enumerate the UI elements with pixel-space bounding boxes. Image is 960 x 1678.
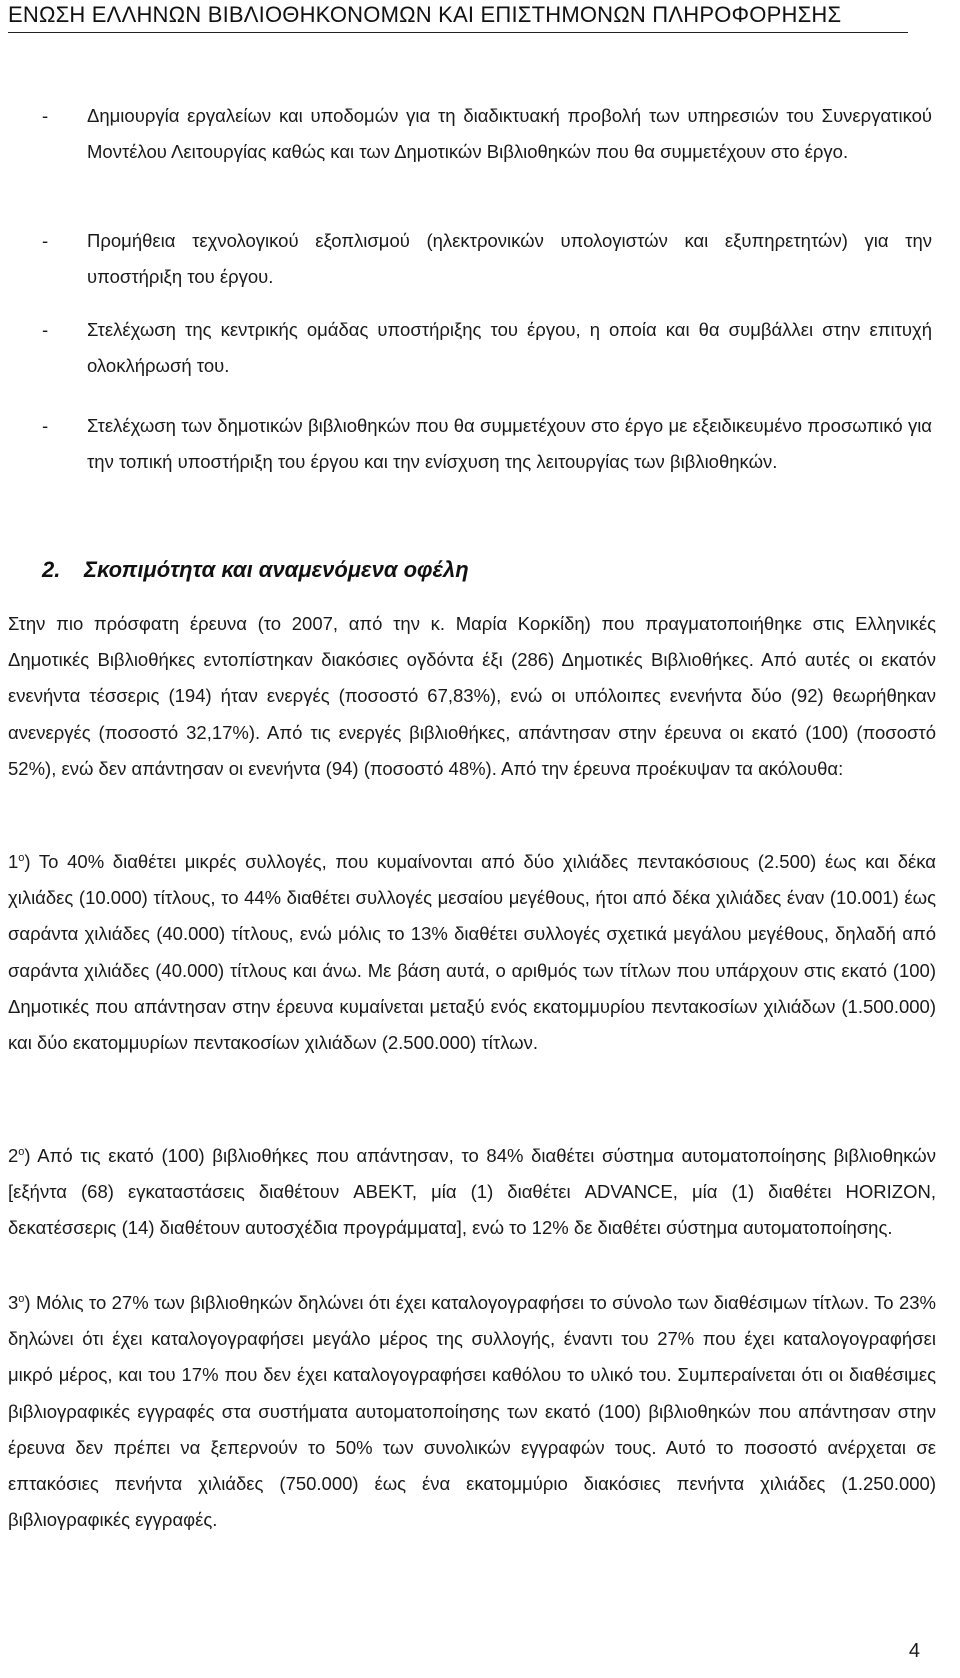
document-header: ΕΝΩΣΗ ΕΛΛΗΝΩΝ ΒΙΒΛΙΟΘΗΚΟΝΟΜΩΝ ΚΑΙ ΕΠΙΣΤΗΜΟΝΩΝ ΠΛΗΡΟΦΟΡΗΣΗΣ [8, 2, 842, 27]
bullet-item [42, 98, 932, 170]
bullet-dash: - [42, 230, 49, 251]
bullet-item [42, 408, 932, 480]
paragraph-finding-2 [8, 1138, 936, 1247]
bullet-dash: - [42, 105, 49, 126]
finding-text: ) Μόλις το 27% των βιβλιοθηκών δηλώνει ότι έχει καταλογογραφήσει το σύνολο των διαθέσιμων τίτλων. Το 23% δηλώνει ότι έχει καταλογογραφήσει μεγάλο μέρος της συλλογής, έναντι του 27% που έχει καταλογογραφήσει μικρό μέρος, και του 17% που δεν έχει καταλογογραφήσει καθόλου το υλικό του. Συμπεραίνεται ότι οι διαθέσιμες βιβλιογραφικές εγγραφές στα συστήματα αυτοματοποίησης των εκατό (100) βιβλιοθηκών που απάντησαν στην έρευνα δεν πρέπει να ξεπερνούν το 50% των συνολικών εγγραφών τους. Αυτό το ποσοστό ανέρχεται σε επτακόσιες πενήντα χιλιάδες (750.000) έως ένα εκατομμύριο διακόσιες πενήντα χιλιάδες (1.250.000) βιβλιογραφικές εγγραφές. [8, 1292, 936, 1531]
section-heading [42, 552, 932, 588]
finding-number: 2 [8, 1145, 19, 1166]
finding-number: 3 [8, 1292, 19, 1313]
paragraph-intro: Στην πιο πρόσφατη έρευνα (το 2007, από την κ. Μαρία Κορκίδη) που πραγματοποιήθηκε στις Ελληνικές Δημοτικές Βιβλιοθήκες εντοπίστηκαν διακόσιες ογδόντα έξι (286) Δημοτικές Βιβλιοθήκες. Από αυτές οι εκατόν ενενήντα τέσσερις (194) ήταν ενεργές (ποσοστό 67,83%), ενώ οι υπόλοιπες ενενήντα δύο (92) θεωρήθηκαν ανενεργές (ποσοστό 32,17%). Από τις ενεργές βιβλιοθήκες, απάντησαν στην έρευνα οι εκατό (100) (ποσοστό 52%), ενώ δεν απάντησαν οι ενενήντα (94) (ποσοστό 48%). Από την έρευνα προέκυψαν τα ακόλουθα: [8, 613, 936, 779]
ordinal-marker: ο [18, 1292, 25, 1305]
bullet-dash: - [42, 319, 49, 340]
paragraph-finding-1 [8, 844, 936, 1061]
bullet-text: Στελέχωση των δημοτικών βιβλιοθηκών που θα συμμετέχουν στο έργο με εξειδικευμένο προσωπικό για την τοπική υποστήριξη του έργου και την ενίσχυση της λειτουργίας των βιβλιοθηκών. [87, 415, 932, 472]
header-divider [8, 32, 908, 33]
ordinal-marker: ο [18, 1145, 25, 1158]
bullet-text: Δημιουργία εργαλείων και υποδομών για τη διαδικτυακή προβολή των υπηρεσιών του Συνεργατικού Μοντέλου Λειτουργίας καθώς και των Δημοτικών Βιβλιοθηκών που θα συμμετέχουν στο έργο. [87, 105, 932, 162]
bullet-item [42, 223, 932, 295]
section-number: 2. [42, 557, 61, 582]
paragraph-finding-3 [8, 1285, 936, 1538]
finding-number: 1 [8, 851, 19, 872]
bullet-dash: - [42, 415, 49, 436]
bullet-text: Προμήθεια τεχνολογικού εξοπλισμού (ηλεκτρονικών υπολογιστών και εξυπηρετητών) για την υποστήριξη του έργου. [87, 230, 932, 287]
finding-text: ) Το 40% διαθέτει μικρές συλλογές, που κυμαίνονται από δύο χιλιάδες πεντακόσιους (2.500) έως και δέκα χιλιάδες (10.000) τίτλους, το 44% διαθέτει συλλογές μεσαίου μεγέθους, ήτοι από δέκα χιλιάδες έναν (10.001) έως σαράντα χιλιάδες (40.000) τίτλους, ενώ μόλις το 13% διαθέτει συλλογές σχετικά μεγάλου μεγέθους, δηλαδή από σαράντα χιλιάδες (40.000) τίτλους και άνω. Με βάση αυτά, ο αριθμός των τίτλων που υπάρχουν στις εκατό (100) Δημοτικές που απάντησαν στην έρευνα κυμαίνεται μεταξύ ενός εκατομμυρίου πεντακοσίων χιλιάδων (1.500.000) και δύο εκατομμυρίων πεντακοσίων χιλιάδων (2.500.000) τίτλων. [8, 851, 936, 1054]
bullet-text: Στελέχωση της κεντρικής ομάδας υποστήριξης του έργου, η οποία και θα συμβάλλει στην επιτυχή ολοκλήρωσή του. [87, 319, 932, 376]
ordinal-marker: ο [18, 851, 25, 864]
bullet-item [42, 312, 932, 384]
page-number: 4 [908, 1640, 920, 1662]
section-title: Σκοπιμότητα και αναμενόμενα οφέλη [84, 557, 469, 582]
finding-text: ) Από τις εκατό (100) βιβλιοθήκες που απάντησαν, το 84% διαθέτει σύστημα αυτοματοποίησης βιβλιοθηκών [εξήντα (68) εγκαταστάσεις διαθέτουν ABEKT, μία (1) διαθέτει ADVANCE, μία (1) διαθέτει HORIZON, δεκατέσσερις (14) διαθέτουν αυτοσχέδια προγράμματα], ενώ το 12% δε διαθέτει σύστημα αυτοματοποίησης. [8, 1145, 936, 1239]
